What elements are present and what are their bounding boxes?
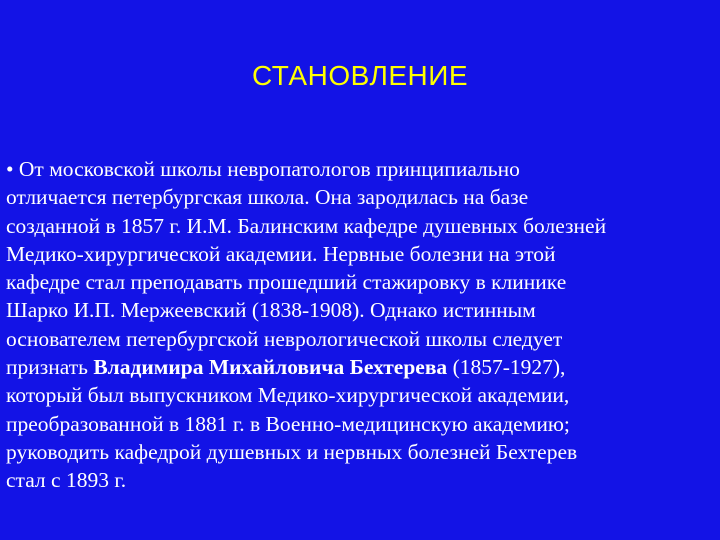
paragraph-line-10: преобразованной в 1881 г. в Военно-медицинскую академию; (6, 411, 570, 436)
paragraph-line-6: Шарко И.П. Мержеевский (1838-1908). Однако истинным (6, 298, 536, 323)
paragraph-line-9: который был выпускником Медико-хирургической академии, (6, 383, 570, 408)
bullet-marker: • (6, 157, 14, 181)
paragraph-line-4: Медико-хирургической академии. Нервные болезни на этой (6, 241, 556, 266)
paragraph-line-1-text: От московской школы невропатологов принципиально (18, 157, 520, 181)
bekhterev-name: Владимира Михайловича Бехтерева (93, 355, 448, 380)
paragraph-line-7: основателем петербургской неврологической школы следует (6, 326, 563, 351)
paragraph-line-2: отличается петербургская школа. Она зародилась на базе (6, 185, 529, 210)
paragraph-line-11: руководить кафедрой душевных и нервных болезней Бехтерев (6, 439, 578, 464)
line-8-pre: признать (6, 355, 94, 380)
paragraph-line-3: созданной в 1857 г. И.М. Балинским кафедре душевных болезней (6, 213, 607, 238)
line-8-post: (1857-1927), (447, 355, 566, 380)
paragraph-line-12: стал с 1893 г. (6, 468, 127, 493)
paragraph-line-5: кафедре стал преподавать прошедший стажировку в клинике (6, 270, 567, 295)
paragraph-line-1 (6, 155, 712, 183)
slide-title: СТАНОВЛЕНИЕ (251, 60, 469, 91)
paragraph-line-8 (6, 353, 712, 381)
slide-paragraph (6, 155, 712, 495)
